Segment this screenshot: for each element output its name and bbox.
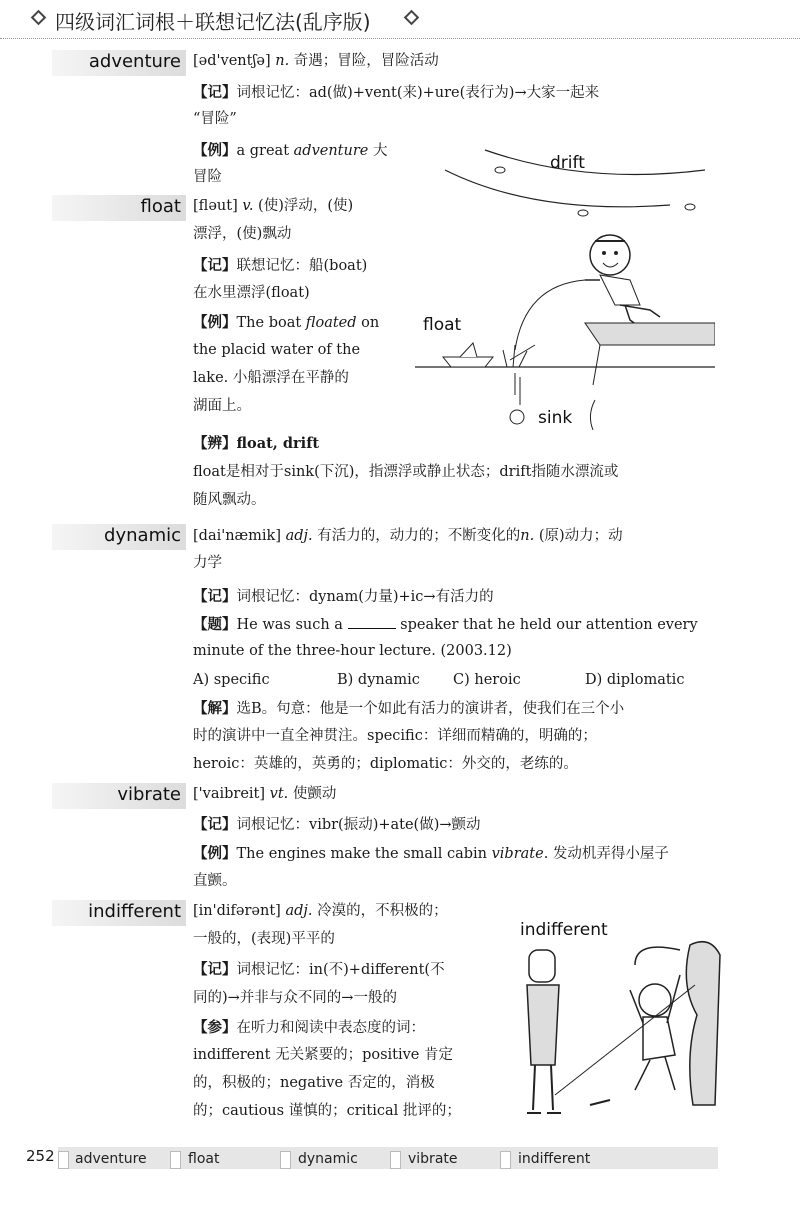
dynamic-definition: [dai'næmik] adj. 有活力的，动力的；不断变化的n. (原)动力；动: [193, 528, 623, 544]
page-header: [0, 0, 800, 40]
answer-blank: [348, 617, 396, 629]
indifferent-label: indifferent: [520, 920, 608, 940]
footer-word: dynamic: [298, 1151, 358, 1167]
dynamic-definition-cont: 力学: [193, 555, 222, 571]
footer-word: vibrate: [408, 1151, 458, 1167]
footer-separator: [500, 1151, 511, 1169]
headword-vibrate: vibrate: [52, 783, 186, 809]
indifferent-definition-cont: 一般的，(表现)平平的: [193, 931, 335, 947]
float-example: 【例】The boat floated on: [193, 314, 380, 331]
indifferent-reference-line4: 的；cautious 谨慎的；critical 批评的；: [193, 1103, 461, 1119]
vibrate-definition: ['vaibreit] vt. 使颤动: [193, 786, 337, 802]
sink-label: sink: [538, 408, 573, 428]
page-footer: [0, 1145, 800, 1173]
adventure-example-cont: 冒险: [193, 169, 222, 185]
headword-float: float: [52, 195, 186, 221]
header-divider: [0, 38, 800, 39]
diamond-icon: [31, 10, 47, 26]
indifferent-reference-line3: 的，积极的；negative 否定的，消极: [193, 1075, 435, 1091]
option-c: C) heroic: [453, 672, 521, 688]
vibrate-example: 【例】The engines make the small cabin vibrate. 发动机弄得小屋子: [193, 845, 669, 862]
option-b: B) dynamic: [337, 672, 420, 688]
indifferent-memory-cont: 同的)→并非与众不同的→一般的: [193, 990, 397, 1006]
indifferent-reference-line2: indifferent 无关紧要的；positive 肯定: [193, 1047, 454, 1063]
float-definition-cont: 漂浮，(使)飘动: [193, 226, 292, 242]
drift-label: drift: [550, 153, 585, 173]
footer-word: float: [188, 1151, 220, 1167]
option-a: A) specific: [193, 672, 270, 688]
float-memory: 【记】联想记忆：船(boat): [193, 257, 368, 274]
option-d: D) diplomatic: [585, 672, 685, 688]
dynamic-answer: 【解】选B。句意：他是一个如此有活力的演讲者，使我们在三个小: [193, 700, 625, 717]
float-drift-sink-illustration: [415, 145, 715, 435]
headword-indifferent: indifferent: [52, 900, 186, 926]
footer-separator: [390, 1151, 401, 1169]
dynamic-answer-line3: heroic：英雄的，英勇的；diplomatic：外交的，老练的。: [193, 756, 578, 772]
vibrate-memory: 【记】词根记忆：vibr(振动)+ate(做)→颤动: [193, 816, 481, 833]
footer-separator: [280, 1151, 291, 1169]
header-title: 四级词汇词根＋联想记忆法(乱序版): [55, 10, 371, 34]
dynamic-answer-line2: 时的演讲中一直全神贯注。specific：详细而精确的，明确的；: [193, 728, 597, 744]
footer-word-bar: [58, 1147, 718, 1169]
footer-word: indifferent: [518, 1151, 591, 1167]
diamond-icon: [404, 10, 420, 26]
headword-dynamic: dynamic: [52, 524, 186, 550]
float-definition: [fləut] v. (使)浮动，(使): [193, 198, 354, 214]
indifferent-memory: 【记】词根记忆：in(不)+different(不: [193, 961, 445, 978]
footer-separator: [170, 1151, 181, 1169]
dynamic-question: 【题】He was such a speaker that he held our attention every: [193, 616, 698, 633]
vibrate-example-cont: 直颤。: [193, 873, 237, 889]
dynamic-memory: 【记】词根记忆：dynam(力量)+ic→有活力的: [193, 588, 494, 605]
indifferent-reference: 【参】在听力和阅读中表态度的词：: [193, 1019, 425, 1036]
adventure-definition: [əd'ventʃə] n. 奇遇；冒险，冒险活动: [193, 53, 439, 69]
adventure-memory: 【记】词根记忆：ad(做)+vent(来)+ure(表行为)→大家一起来: [193, 84, 600, 101]
float-distinguish-line2: 随风飘动。: [193, 492, 266, 508]
adventure-example: 【例】a great adventure 大: [193, 142, 388, 159]
indifferent-illustration: [515, 905, 730, 1125]
footer-separator: [58, 1151, 69, 1169]
indifferent-definition: [in'difərənt] adj. 冷漠的，不积极的；: [193, 903, 448, 919]
float-distinguish-line1: float是相对于sink(下沉)，指漂浮或静止状态；drift指随水漂流或: [193, 464, 619, 480]
footer-word: adventure: [75, 1151, 147, 1167]
float-distinguish: 【辨】float, drift: [193, 435, 320, 452]
float-label: float: [423, 315, 462, 335]
float-example-line4: 湖面上。: [193, 398, 251, 414]
float-example-line3: lake. 小船漂浮在平静的: [193, 370, 349, 386]
adventure-memory-cont: “冒险”: [193, 111, 237, 127]
float-example-line2: the placid water of the: [193, 342, 361, 358]
dynamic-question-cont: minute of the three-hour lecture. (2003.12): [193, 643, 512, 659]
headword-adventure: adventure: [52, 50, 186, 76]
float-memory-cont: 在水里漂浮(float): [193, 285, 310, 301]
page-number: 252: [26, 1147, 55, 1165]
